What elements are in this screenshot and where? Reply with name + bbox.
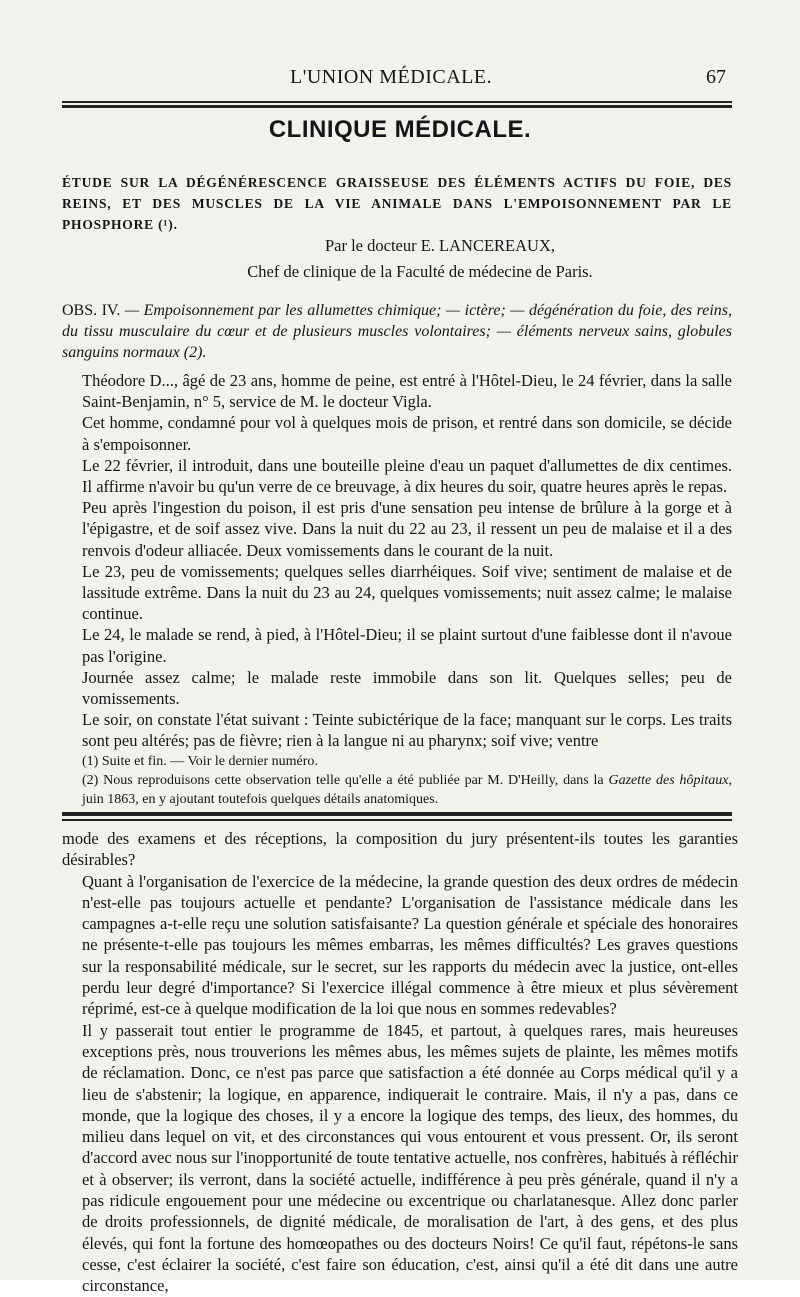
paragraph: Théodore D..., âgé de 23 ans, homme de peine, est entré à l'Hôtel-Dieu, le 24 février, dans la salle Saint-Benjamin, n° 5, service de M. le docteur Vigla. [82, 371, 732, 412]
section-title: CLINIQUE MÉDICALE. [268, 116, 532, 143]
feuilleton-text [62, 828, 738, 1297]
footnote-1: (1) Suite et fin. — Voir le dernier numéro. [82, 754, 318, 769]
footnote-2 [62, 771, 732, 809]
paragraph: Le soir, on constate l'état suivant : Teinte subictérique de la face; manquant sur le corps. Les traits sont peu altérés; pas de fièvre; rien à la langue ni au pharynx; soif vive; ventre [82, 710, 732, 751]
author-role: Chef de clinique de la Faculté de médecine de Paris. [247, 262, 593, 281]
running-header: L'UNION MÉDICALE. [290, 66, 493, 88]
paragraph: Il y passerait tout entier le programme de 1845, et partout, à quelques rares, mais heureuses exceptions près, nous trouverions les mêmes abus, les mêmes sujets de plainte, les mêmes motifs de réclamation. Donc, ce n'est pas parce que satisfaction a été donnée au Corps médical qu'il y a lieu de s'abstenir; la logique, en apparence, indiquerait le contraire. Mais, il n'y a pas, dans ce monde, que la logique des choses, il y a encore la logique des temps, des lieux, des hommes, du milieu dans lequel on vit, et des circonstances qui vous entourent et vous pressent. Or, ils seront d'accord avec nous sur l'inopportunité de toute tentative actuelle, nos confrères, habitués à réfléchir et à observer; ils verront, dans la société actuelle, indifférence à peu près générale, quand il n'y a pas ridicule engouement pour une médecine ou excentrique ou charlatanesque. Allez donc parler de droits professionnels, de dignité médicale, de moralisation de l'art, à des gens, et des plus élevés, qui font la fortune des homœopathes ou des docteurs Noirs! Ce qu'il faut, répétons-le sans cesse, c'est éclairer la société, c'est faire son éducation, c'est, ainsi qu'il a été dit dans une autre circonstance, [82, 1020, 738, 1296]
paragraph: Le 24, le malade se rend, à pied, à l'Hôtel-Dieu; il se plaint surtout d'une faiblesse dont il n'avoue pas l'origine. [82, 625, 732, 666]
case-report-body [62, 370, 732, 752]
author-line: Par le docteur E. LANCEREAUX, [324, 236, 556, 255]
observation-heading [62, 300, 732, 363]
footnote-2-text: (2) Nous reproduisons cette observation telle qu'elle a été publiée par M. D'Heilly, dans la [82, 773, 609, 788]
paragraph: mode des examens et des réceptions, la composition du jury présentent-ils toutes les garanties désirables? [62, 829, 738, 870]
observation-summary: — Empoisonnement par les allumettes chimique; — ictère; — dégénération du foie, des reins, du tissu musculaire du cœur et de plusieurs muscles volontaires; — éléments nerveux sains, globules sanguins normaux (2). [62, 302, 732, 361]
footnote-2-tail: , juin 1863, en y ajoutant toutefois quelques détails anatomiques. [82, 773, 732, 807]
feuilleton-rule-thin [62, 819, 732, 821]
paragraph: Le 22 février, il introduit, dans une bouteille pleine d'eau un paquet d'allumettes de dix centimes. Il affirme n'avoir bu qu'un verre de ce breuvage, à dix heures du soir, quatre heures après le repas. [82, 455, 732, 497]
footnotes [62, 752, 732, 809]
paragraph: Cet homme, condamné pour vol à quelques mois de prison, et rentré dans son domicile, se décide à s'empoisonner. [82, 413, 732, 454]
paragraph: Quant à l'organisation de l'exercice de la médecine, la grande question des deux ordres de médecin n'est-elle pas toujours actuelle et pendante? L'organisation de l'assistance médicale dans les campagnes a-t-elle reçu une solution satisfaisante? La question générale et spéciale des honoraires ne présente-t-elle pas toujours les mêmes embarras, les mêmes difficultés? Les graves questions sur la responsabilité médicale, sur le secret, sur les rapports du médecin avec la justice, ont-elles perdu leur degré d'importance? Si l'exercice illégal commence à être mieux et plus sévèrement réprimé, est-ce à quelque modification de la loi que nous en sommes redevables? [82, 871, 738, 1019]
paragraph: Le 23, peu de vomissements; quelques selles diarrhéiques. Soif vive; sentiment de malaise et de lassitude extrême. Dans la nuit du 23 au 24, quelques vomissements; nuit assez calme; le malaise continue. [82, 561, 732, 624]
article-title: ÉTUDE SUR LA DÉGÉNÉRESCENCE GRAISSEUSE DES ÉLÉMENTS ACTIFS DU FOIE, DES REINS, ET DES MUSCLES DE LA VIE ANIMALE DANS L'EMPOISONNEMENT PAR LE PHOSPHORE (¹). [62, 175, 732, 232]
observation-label: OBS. IV. [62, 302, 121, 319]
header-rule-thin [62, 101, 732, 103]
paragraph: Journée assez calme; le malade reste immobile dans son lit. Quelques selles; peu de vomissements. [82, 667, 732, 709]
footnote-2-source: Gazette des hôpitaux [608, 773, 729, 788]
paragraph: Peu après l'ingestion du poison, il est pris d'une sensation peu intense de brûlure à la gorge et à l'épigastre, et de soif assez vive. Dans la nuit du 22 au 23, il ressent un peu de malaise et il a des renvois d'odeur alliacée. Deux vomissements dans le courant de la nuit. [82, 498, 732, 560]
feuilleton-rule-thick [62, 812, 732, 816]
page-number: 67 [706, 66, 726, 88]
header-rule-thick [62, 105, 732, 108]
